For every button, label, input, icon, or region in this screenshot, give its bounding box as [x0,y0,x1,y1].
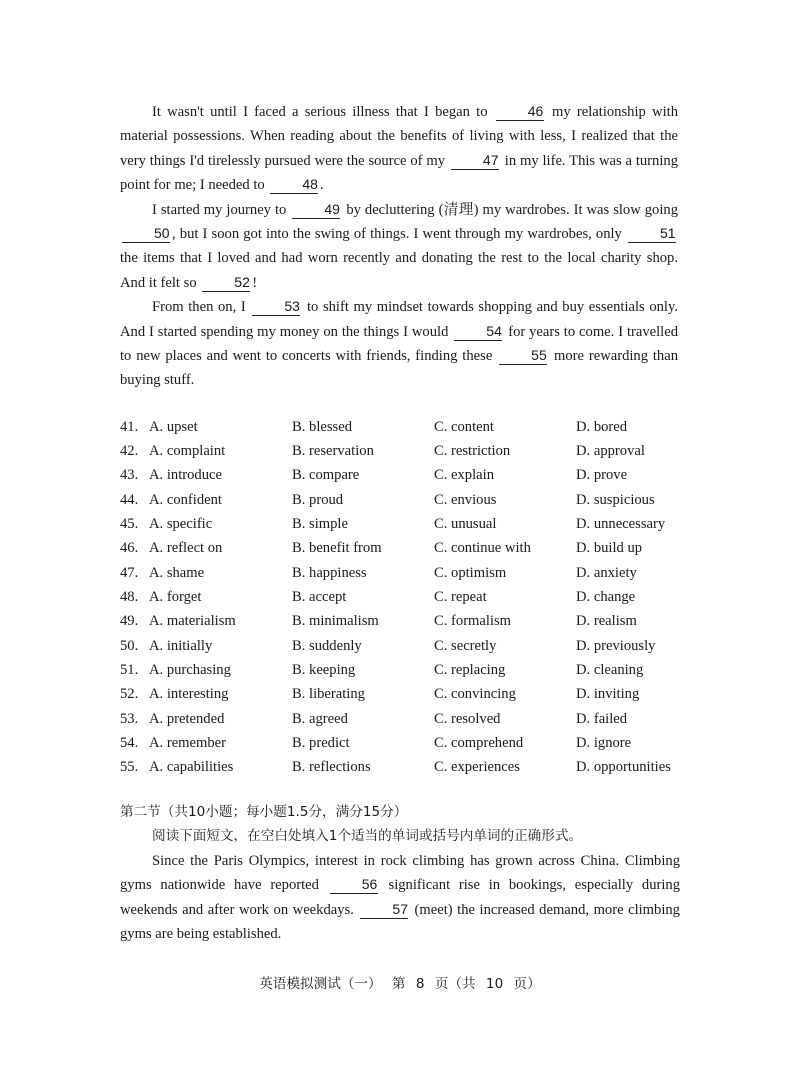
option-a: A. reflect on [149,540,223,557]
passage-text: the items that I loved and had worn recently and donating the rest to the local charity shop. And it felt so [120,250,678,291]
option-row-51 [120,658,700,682]
option-b: B. reservation [292,443,374,460]
passage-text: , but I soon got into the swing of things. I went through my wardrobes, only [172,226,622,243]
blank-49: 49 [292,201,340,219]
question-number: 51. [120,662,139,679]
option-c: C. repeat [434,589,487,606]
option-a: A. interesting [149,686,229,703]
blank-54: 54 [454,323,502,341]
option-d: D. opportunities [576,759,671,776]
option-a: A. remember [149,735,226,752]
option-b: B. reflections [292,759,371,776]
option-d: D. change [576,589,636,606]
option-d: D. anxiety [576,564,637,581]
passage-paragraph-3 [120,295,678,393]
question-number: 42. [120,443,139,460]
answer-options [120,415,700,780]
option-row-54 [120,731,700,755]
option-b: B. proud [292,491,344,508]
option-c: C. explain [434,467,494,484]
option-d: D. cleaning [576,662,644,679]
option-c: C. optimism [434,564,507,581]
question-number: 55. [120,759,139,776]
blank-48: 48 [270,176,318,194]
passage-text: ! [252,274,258,291]
question-number: 49. [120,613,139,630]
option-a: A. purchasing [149,662,231,679]
option-row-41 [120,415,700,439]
blank-50: 50 [122,225,170,243]
passage-paragraph-1 [120,100,678,198]
option-a: A. complaint [149,443,226,460]
passage-text: Since the Paris Olympics, interest in rock climbing has grown across China. Climbing gyms nationwide have reported [120,852,680,894]
option-c: C. envious [434,491,497,508]
question-number: 43. [120,467,139,484]
section-2-passage [120,849,680,947]
option-c: C. convincing [434,686,516,703]
option-d: D. inviting [576,686,640,703]
option-d: D. ignore [576,735,632,752]
passage-text: . [319,177,324,194]
option-a: A. confident [149,491,222,508]
page-footer: 英语模拟测试（一） 第 8 页（共 10 页） [259,976,541,992]
option-b: B. happiness [292,564,367,581]
question-number: 41. [120,418,139,435]
option-a: A. materialism [149,613,236,630]
option-b: B. simple [292,516,348,533]
option-d: D. unnecessary [576,516,666,533]
option-d: D. previously [576,637,656,654]
option-b: B. liberating [292,686,365,703]
option-c: C. experiences [434,759,520,776]
option-b: B. blessed [292,418,352,435]
option-c: C. replacing [434,662,506,679]
question-number: 53. [120,710,139,727]
option-d: D. approval [576,443,645,460]
option-a: A. introduce [149,467,222,484]
option-row-53 [120,707,700,731]
option-b: B. minimalism [292,613,379,630]
option-row-50 [120,634,700,658]
question-number: 45. [120,516,139,533]
section-2-title: 第二节（共10小题；每小题1.5分，满分15分） [120,804,408,820]
option-b: B. predict [292,735,350,752]
option-row-52 [120,683,700,707]
passage-text: It wasn't until I faced a serious illness that I began to [152,104,488,120]
option-row-45 [120,512,700,536]
option-d: D. prove [576,467,628,484]
option-b: B. suddenly [292,637,362,654]
section-2 [120,800,680,946]
option-row-42 [120,439,700,463]
passage-text: by decluttering (清理) my wardrobes. It was slow going [346,201,678,218]
option-a: A. specific [149,516,213,533]
passage-text: significant rise in bookings, especially during weekends and after work on weekdays. [120,877,680,918]
question-number: 44. [120,491,139,508]
passage-text: more rewarding than buying stuff. [120,348,678,389]
cloze-passage [120,100,678,393]
option-d: D. suspicious [576,491,655,508]
passage-text: my relationship with material possessions. When reading about the benefits of living with less, I realized that the very things I'd tirelessly pursued were the source of my [120,104,678,169]
blank-47: 47 [451,152,499,170]
option-c: C. restriction [434,443,511,460]
option-d: D. realism [576,613,637,630]
option-c: C. unusual [434,516,497,533]
option-b: B. benefit from [292,540,382,557]
option-b: B. compare [292,467,360,484]
option-b: B. accept [292,589,347,606]
option-a: A. forget [149,589,202,606]
option-row-55 [120,756,700,780]
question-number: 47. [120,564,139,581]
option-b: B. keeping [292,662,356,679]
option-c: C. content [434,418,494,435]
option-row-46 [120,537,700,561]
option-d: D. build up [576,540,643,557]
question-number: 54. [120,735,139,752]
question-number: 50. [120,637,139,654]
option-row-44 [120,488,700,512]
blank-52: 52 [202,274,250,292]
option-a: A. capabilities [149,759,234,776]
option-c: C. formalism [434,613,512,630]
option-a: A. initially [149,637,213,654]
option-a: A. upset [149,418,198,435]
option-a: A. pretended [149,710,225,727]
passage-text: I started my journey to [152,201,287,218]
option-row-43 [120,464,700,488]
option-c: C. continue with [434,540,531,557]
question-number: 48. [120,589,139,606]
blank-56: 56 [330,876,378,894]
option-d: D. bored [576,418,628,435]
blank-57: 57 [360,901,408,919]
blank-51: 51 [628,225,676,243]
passage-text: to shift my mindset towards shopping and buy essentials only. And I started spending my money on the things I would [120,299,678,340]
option-d: D. failed [576,710,628,727]
passage-text: for years to come. I travelled to new places and went to concerts with friends, finding these [120,323,679,365]
option-b: B. agreed [292,710,348,727]
passage-text: (meet) the increased demand, more climbing gyms are being established. [120,901,680,943]
option-row-47 [120,561,700,585]
option-c: C. resolved [434,710,501,727]
blank-55: 55 [499,347,547,365]
blank-53: 53 [252,298,300,316]
passage-paragraph-2 [120,198,678,296]
option-c: C. secretly [434,637,497,654]
passage-text: in my life. This was a turning point for me; I needed to [120,152,678,194]
passage-text: From then on, I [152,299,246,316]
blank-46: 46 [496,103,544,121]
option-c: C. comprehend [434,735,524,752]
option-row-49 [120,610,700,634]
option-a: A. shame [149,564,205,581]
section-2-instruction: 阅读下面短文，在空白处填入1个适当的单词或括号内单词的正确形式。 [152,828,583,845]
question-number: 52. [120,686,139,703]
option-row-48 [120,585,700,609]
question-number: 46. [120,540,139,557]
